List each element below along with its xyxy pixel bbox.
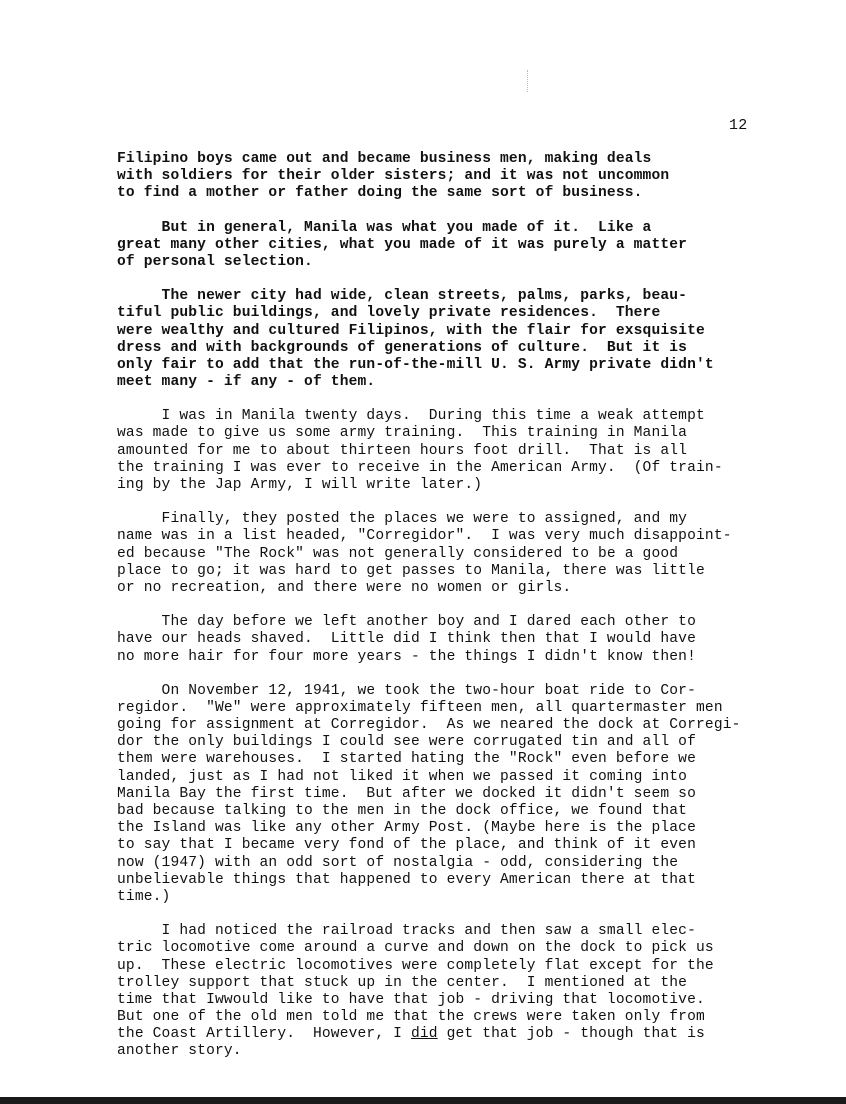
text-line: have our heads shaved. Little did I think then that I would have bbox=[117, 631, 696, 648]
paragraph bbox=[117, 923, 827, 1061]
text-line: the training I was ever to receive in the American Army. (Of train- bbox=[117, 459, 723, 476]
text-line bbox=[117, 1026, 827, 1043]
text-line: But one of the old men told me that the crews were taken only from bbox=[117, 1009, 705, 1026]
text-line: them were warehouses. I started hating the "Rock" even before we bbox=[117, 751, 696, 768]
text-line: landed, just as I had not liked it when we passed it coming into bbox=[117, 768, 688, 785]
text-line: I had noticed the railroad tracks and then saw a small elec- bbox=[117, 923, 696, 940]
text-line: bad because talking to the men in the dock office, we found that bbox=[117, 803, 688, 819]
text-line: unbelievable things that happened to every American there at that bbox=[117, 871, 696, 888]
text-line: up. These electric locomotives were completely flat except for the bbox=[117, 957, 714, 974]
text-line: I was in Manila twenty days. During this time a weak attempt bbox=[117, 408, 705, 425]
text-line: with soldiers for their older sisters; and it was not uncommon bbox=[117, 168, 670, 185]
text-line: The day before we left another boy and I dared each other to bbox=[117, 614, 696, 631]
paragraph bbox=[117, 151, 827, 203]
text-line: was made to give us some army training. This training in Manila bbox=[117, 425, 688, 442]
text-line: were wealthy and cultured Filipinos, with the flair for exsquisite bbox=[117, 322, 705, 339]
paragraph bbox=[117, 288, 827, 391]
text-line: now (1947) with an odd sort of nostalgia - odd, considering the bbox=[117, 854, 679, 871]
text-line: Finally, they posted the places we were to assigned, and my bbox=[117, 511, 688, 528]
body-text bbox=[117, 151, 827, 1078]
text-line: dress and with backgrounds of generations of culture. But it is bbox=[117, 339, 688, 356]
text-line: going for assignment at Corregidor. As we neared the dock at Corregi- bbox=[117, 717, 741, 734]
text-line: tric locomotive come around a curve and down on the dock to pick us bbox=[117, 940, 714, 957]
scan-border bbox=[0, 1097, 846, 1104]
underlined-word: did bbox=[410, 1026, 438, 1043]
text-line: meet many - if any - of them. bbox=[117, 374, 376, 391]
paragraph bbox=[117, 220, 827, 272]
text-line: another story. bbox=[117, 1043, 242, 1060]
text-line: amounted for me to about thirteen hours foot drill. That is all bbox=[117, 442, 688, 459]
page-number: 12 bbox=[729, 117, 748, 134]
paragraph bbox=[117, 511, 827, 597]
paragraph bbox=[117, 683, 827, 906]
text-segment: the Coast Artillery. However, I bbox=[117, 1026, 411, 1043]
text-line: But in general, Manila was what you made of it. Like a bbox=[117, 219, 652, 236]
paragraph bbox=[117, 614, 827, 666]
text-line: no more hair for four more years - the things I didn't know then! bbox=[117, 648, 696, 665]
text-line: place to go; it was hard to get passes to Manila, there was little bbox=[117, 562, 705, 579]
scan-mark bbox=[527, 70, 531, 92]
text-line: Manila Bay the first time. But after we docked it didn't seem so bbox=[117, 785, 696, 802]
text-line: time that Iwwould like to have that job - driving that locomotive. bbox=[117, 991, 705, 1008]
text-line: On November 12, 1941, we took the two-hour boat ride to Cor- bbox=[117, 682, 696, 699]
text-line: name was in a list headed, "Corregidor". I was very much disappoint- bbox=[117, 528, 732, 545]
text-line: or no recreation, and there were no women or girls. bbox=[117, 579, 572, 596]
paragraph bbox=[117, 408, 827, 494]
text-segment: get that job - though that is bbox=[437, 1026, 705, 1043]
text-line: regidor. "We" were approximately fifteen men, all quartermaster men bbox=[117, 699, 723, 716]
text-line: trolley support that stuck up in the center. I mentioned at the bbox=[117, 974, 688, 991]
text-line: the Island was like any other Army Post. (Maybe here is the place bbox=[117, 820, 696, 837]
text-line: only fair to add that the run-of-the-mill U. S. Army private didn't bbox=[117, 356, 714, 373]
text-line: time.) bbox=[117, 888, 171, 905]
text-line: Filipino boys came out and became business men, making deals bbox=[117, 151, 652, 167]
text-line: ed because "The Rock" was not generally considered to be a good bbox=[117, 545, 679, 562]
text-line: The newer city had wide, clean streets, palms, parks, beau- bbox=[117, 288, 688, 305]
text-line: tiful public buildings, and lovely private residences. There bbox=[117, 305, 661, 322]
text-line: ing by the Jap Army, I will write later.) bbox=[117, 477, 483, 493]
text-line: to say that I became very fond of the place, and think of it even bbox=[117, 837, 696, 854]
text-line: to find a mother or father doing the same sort of business. bbox=[117, 185, 643, 202]
text-line: of personal selection. bbox=[117, 253, 313, 270]
text-line: dor the only buildings I could see were corrugated tin and all of bbox=[117, 734, 696, 751]
text-line: great many other cities, what you made of it was purely a matter bbox=[117, 236, 688, 253]
